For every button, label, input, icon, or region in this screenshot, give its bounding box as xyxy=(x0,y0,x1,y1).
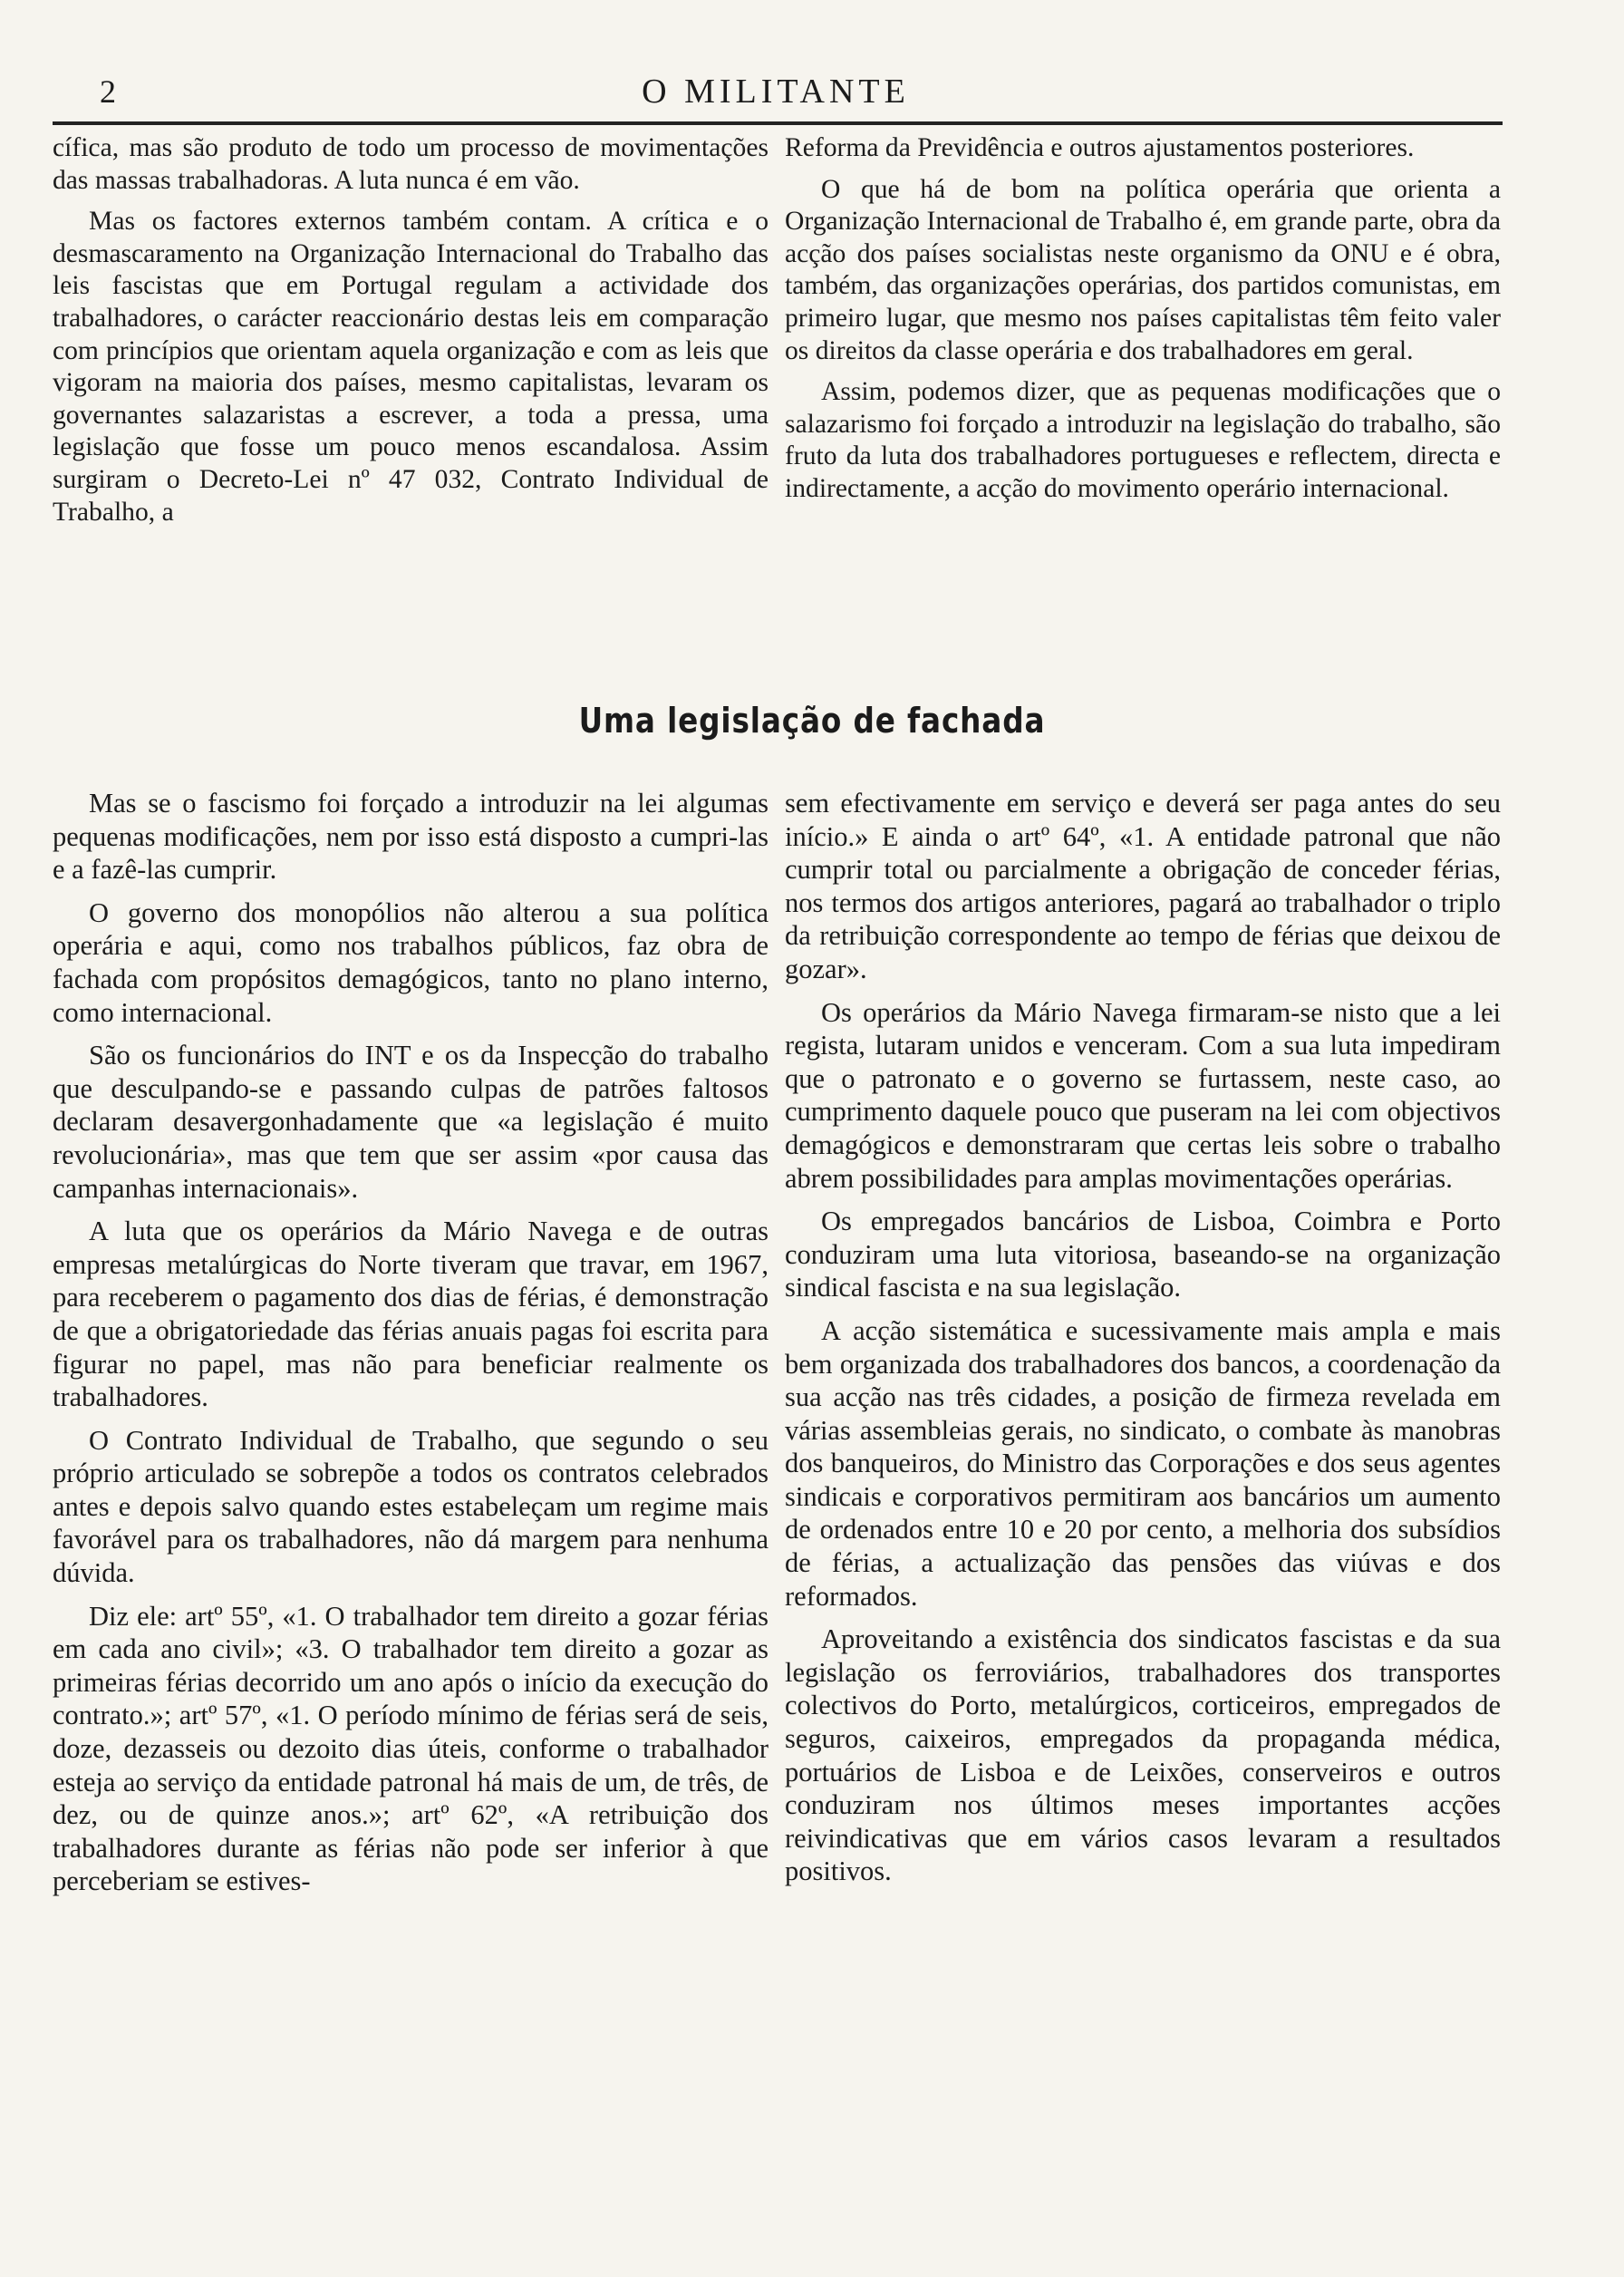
paragraph: Mas os factores externos também contam. A crítica e o desmascaramento na Organização Internacional do Trabalho das leis fascistas que em Portugal regulam a actividade dos trabalhadores, o carácter reaccionário destas leis em comparação com princípios que orientam aquela organização e com as leis que vigoram na maioria dos países, mesmo capitalistas, levaram os governantes salazaristas a escrever, a toda a pressa, uma legislação que fosse um pouco menos escandalosa. Assim surgiram o Decreto-Lei nº 47 032, Contrato Individual de Trabalho, a xyxy=(53,207,768,527)
top-left-column xyxy=(53,132,768,538)
publication-title: O MILITANTE xyxy=(642,73,910,111)
paragraph: sem efectivamente em serviço e deverá ser paga antes do seu início.» E ainda o artº 64º, «1. A entidade patronal que não cumprir total ou parcialmente a obrigação de conceder férias, nos termos dos artigos anteriores, pagará ao trabalhador o triplo da retribuição correspondente ao tempo de férias que deixou de gozar». xyxy=(785,788,1501,984)
top-right-column xyxy=(785,132,1501,515)
paragraph: Diz ele: artº 55º, «1. O trabalhador tem direito a gozar férias em cada ano civil»; «3. O trabalhador tem direito a gozar as primeiras férias decorrido um ano após o início da execução do contrato.»; artº 57º, «1. O período mínimo de férias será de seis, doze, dezasseis ou dezoito dias úteis, conforme o trabalhador esteja ao serviço da entidade patronal há mais de um, de três, de dez, ou de quinze anos.»; artº 62º, «A retribuição dos trabalhadores durante as férias não pode ser inferior à que perceberiam se estives- xyxy=(53,1600,768,1897)
paragraph: A luta que os operários da Mário Navega e de outras empresas metalúrgicas do Norte tiveram que travar, em 1967, para receberem o pagamento dos dias de férias, é demonstração de que a obrigatoriedade das férias anuais pagas foi escrita para figurar no papel, mas não para beneficiar realmente os trabalhadores. xyxy=(53,1216,768,1413)
paragraph: O Contrato Individual de Trabalho, que segundo o seu próprio articulado se sobrepõe a todos os contratos celebrados antes e depois salvo quando estes estabeleçam um regime mais favorável para os trabalhadores, não dá margem para nenhuma dúvida. xyxy=(53,1424,768,1589)
paragraph: Os operários da Mário Navega firmaram-se nisto que a lei regista, lutaram unidos e venceram. Com a sua luta impediram que o patronato e o governo se furtassem, neste caso, ao cumprimento daquele pouco que puseram na lei com objectivos demagógicos e demonstraram que certas leis sobre o trabalho abrem possibilidades para amplas movimentações operárias. xyxy=(785,996,1501,1194)
paragraph: cífica, mas são produto de todo um processo de movimentações das massas trabalhadoras. A luta nunca é em vão. xyxy=(53,133,768,195)
bottom-left-column xyxy=(53,787,768,1908)
paragraph: O governo dos monopólios não alterou a sua política operária e aqui, como nos trabalhos públicos, faz obra de fachada com propósitos demagógicos, tanto no plano interno, como internacional. xyxy=(53,896,768,1028)
paragraph: Aproveitando a existência dos sindicatos fascistas e da sua legislação os ferroviários, trabalhadores dos transportes colectivos do Porto, metalúrgicos, corticeiros, empregados de seguros, caixeiros, empregados da propaganda médica, portuários de Lisboa e de Leixões, conserveiros e outros conduziram nos últimos meses importantes acções reivindicativas que em vários casos levaram a resultados positivos. xyxy=(785,1623,1501,1887)
paragraph: Assim, podemos dizer, que as pequenas modificações que o salazarismo foi forçado a introduzir na legislação do trabalho, são fruto da luta dos trabalhadores portugueses e reflectem, directa e indirectamente, a acção do movimento operário internacional. xyxy=(785,377,1501,503)
header-rule xyxy=(53,121,1503,125)
bottom-right-column xyxy=(785,787,1501,1898)
paragraph: O que há de bom na política operária que orienta a Organização Internacional de Trabalho é, em grande parte, obra da acção dos países socialistas neste organismo da ONU e é obra, também, das organizações operárias, dos partidos comunistas, em primeiro lugar, que mesmo nos países capitalistas têm feito valer os direitos da classe operária e dos trabalhadores em geral. xyxy=(785,174,1501,365)
section-heading: Uma legislação de fachada xyxy=(578,701,1046,741)
paragraph: A acção sistemática e sucessivamente mais ampla e mais bem organizada dos trabalhadores dos bancos, a coordenação da sua acção nas três cidades, a posição de firmeza revelada em várias assembleias gerais, no sindicato, o combate às manobras dos banqueiros, do Ministro das Corporações e dos seus agentes sindicais e corporativos permitiram aos bancários um aumento de ordenados entre 10 e 20 por cento, a melhoria dos subsídios de férias, a actualização das pensões das viúvas e dos reformados. xyxy=(785,1314,1501,1612)
page-header xyxy=(53,71,1499,112)
paragraph: São os funcionários do INT e os da Inspecção do trabalho que desculpando-se e passando culpas de patrões faltosos declaram desavergonhadamente que «a legislação é muito revolucionária», mas que tem que ser assim «por causa das campanhas internacionais». xyxy=(53,1040,768,1204)
paragraph: Mas se o fascismo foi forçado a introduzir na lei algumas pequenas modificações, nem por isso está disposto a cumpri-las e a fazê-las cumprir. xyxy=(53,788,768,886)
paragraph: Os empregados bancários de Lisboa, Coimbra e Porto conduziram uma luta vitoriosa, baseando-se na organização sindical fascista e na sua legislação. xyxy=(785,1206,1501,1303)
page-number: 2 xyxy=(100,73,116,110)
paragraph: Reforma da Previdência e outros ajustamentos posteriores. xyxy=(785,133,1415,162)
